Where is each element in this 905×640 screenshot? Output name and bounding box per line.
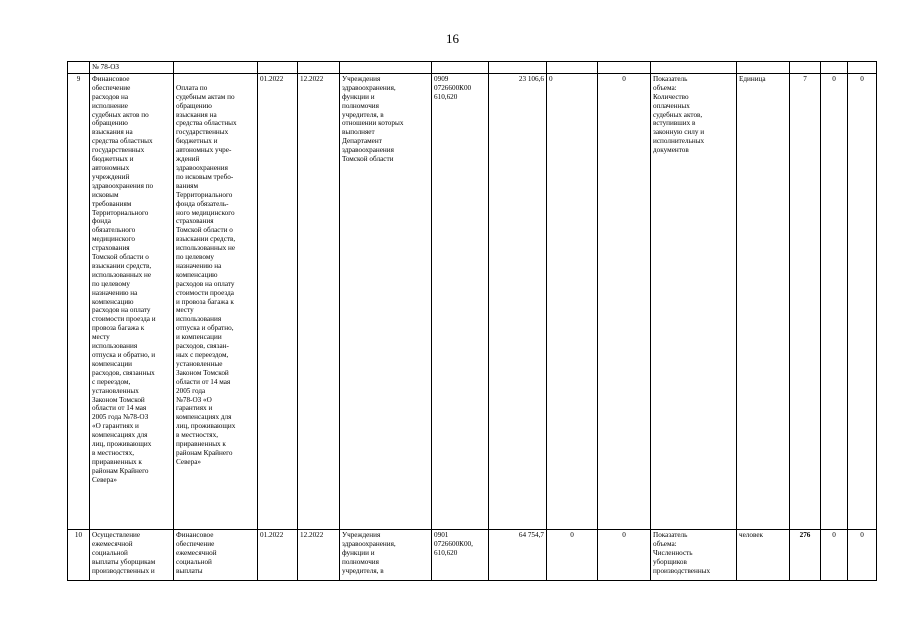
quantity-1: 7 (790, 73, 821, 529)
row-number: 9 (68, 73, 90, 529)
value-1: 0 (547, 73, 598, 529)
executor: Учреждения здравоохранения, функции и полномочия учредителя, в (340, 529, 432, 580)
quantity-1: 276 (790, 529, 821, 580)
quantity-2: 0 (821, 529, 848, 580)
value-1: 0 (547, 529, 598, 580)
quantity-3: 0 (848, 73, 877, 529)
unit: Единица (737, 73, 790, 529)
measure-description: Финансовое обеспечение ежемесячной социальной выплаты (174, 529, 258, 580)
quantity-2: 0 (821, 73, 848, 529)
amount: 64 754,7 (489, 529, 547, 580)
value-2: 0 (598, 529, 651, 580)
amount: 23 106,6 (489, 73, 547, 529)
quantity-3: 0 (848, 529, 877, 580)
end-date: 12.2022 (298, 73, 340, 529)
start-date: 01.2022 (258, 529, 298, 580)
page-number: 16 (446, 31, 459, 46)
table-row (68, 62, 877, 74)
measure-name: Осуществление ежемесячной социальной выплаты уборщикам производственных и (90, 529, 174, 580)
unit: человек (737, 529, 790, 580)
end-date: 12.2022 (298, 529, 340, 580)
row-number: 10 (68, 529, 90, 580)
budget-code: 0901 0726600К00, 610,620 (432, 529, 489, 580)
indicator: Показатель объема: Количество оплаченных судебных актов, вступивших в законную силу и исполнительных документов (651, 73, 737, 529)
measure-description: Оплата по судебным актам по обращению взыскания на средства областных государственных бюджетных и автономных учре- ждений здравоохранения по исковым требо- ваниям Территориального фонда обязатель- ного медицинского страхования Томской области о взыскании средств, использованных не по целевому назначению на компенсацию расходов на оплату стоимости проезда и провоза багажа к месту использования отпуска и обратно, и компенсации расходов, связан- ных с переездом, установленные Законом Томской области от 14 мая 2005 года №78-ОЗ «О гарантиях и компенсациях для лиц, проживающих в местностях, приравненных к районам Крайнего Севера» (174, 73, 258, 529)
budget-code: 0909 0726600К00 610,620 (432, 73, 489, 529)
start-date: 01.2022 (258, 73, 298, 529)
table-row (68, 73, 877, 529)
table-row (68, 529, 877, 580)
value-2: 0 (598, 73, 651, 529)
indicator: Показатель объема: Численность уборщиков производственных (651, 529, 737, 580)
measure-name: Финансовое обеспечение расходов на исполнение судебных актов по обращению взыскания на средства областных государственных бюджетных и автономных учреждений здравоохранения по исковым требованиям Территориального фонда обязательного медицинского страхования Томской области о взыскании средств, использованных не по целевому назначению на компенсацию расходов на оплату стоимости проезда и провоза багажа к месту использования отпуска и обратно, и компенсации расходов, связанных с переездом, установленных Законом Томской области от 14 мая 2005 года №78-ОЗ «О гарантиях и компенсациях для лиц, проживающих в местностях, приравненных к районам Крайнего Севера» (90, 73, 174, 529)
executor: Учреждения здравоохранения, функции и полномочия учредителя, в отношении которых выполняет Департамент здравоохранения Томской области (340, 73, 432, 529)
budget-table (67, 61, 877, 581)
law-ref-cell: № 78-ОЗ (90, 62, 174, 74)
